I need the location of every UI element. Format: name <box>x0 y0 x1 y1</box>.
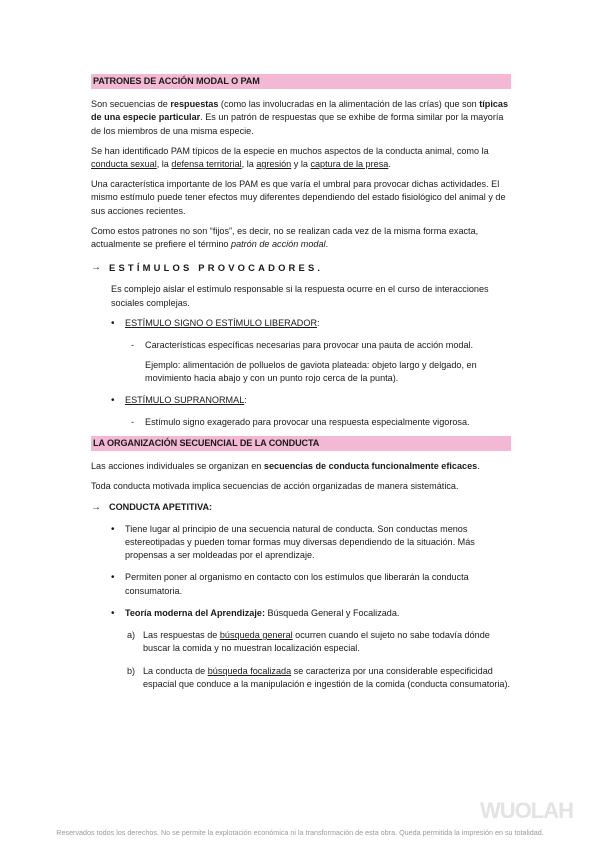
list-item-text: Estímulo signo exagerado para provocar una respuesta especialmente vigorosa. <box>145 416 470 427</box>
text-span: La conducta de <box>143 665 208 676</box>
list-item <box>111 607 511 620</box>
arrow-right-icon: → <box>91 501 101 513</box>
subheading-conducta-apetitiva <box>91 501 511 514</box>
subheading-label: ESTÍMULOS PROVOCADORES. <box>109 262 324 274</box>
text-span: , la <box>241 159 257 170</box>
dash-icon: - <box>131 340 135 351</box>
text-span: Las respuestas de <box>143 630 220 641</box>
arrow-right-icon: → <box>91 262 101 274</box>
list-item-text <box>143 665 511 691</box>
list-item-text: Tiene lugar al principio de una secuencia natural de conducta. Son conductas menos estereotipadas y pueden tomar formas muy diversas dependiendo de la situación. Más propensas a ser moldeadas por el aprendizaje. <box>125 523 475 561</box>
text-span: Se han identificado PAM típicos de la especie en muchos aspectos de la conducta animal, como la <box>91 145 489 156</box>
list-marker: b) <box>127 665 136 676</box>
list-item-text <box>125 394 247 407</box>
list-item <box>111 571 511 597</box>
text-span: Como estos patrones no son “fijos”, es decir, no se realizan cada vez de la misma forma exacta, actualmente se prefiere el término <box>91 225 479 250</box>
paragraph-conducta-motivada: Toda conducta motivada implica secuencias de acción organizadas de manera sistemática. <box>91 481 459 492</box>
underlined-text: conducta sexual <box>91 159 157 170</box>
underlined-text: búsqueda general <box>219 630 293 641</box>
bold-text: típicas de una especie particular <box>91 99 509 123</box>
paragraph-estimulos-intro: Es complejo aislar el estímulo responsable si la respuesta ocurre en el curso de interacciones sociales complejas. <box>111 284 489 308</box>
subheading-estimulos <box>91 261 511 274</box>
list-item-text <box>125 607 399 620</box>
list-item-text <box>143 629 511 655</box>
text-span: Las acciones individuales se organizan en <box>91 461 264 472</box>
paragraph-pam-definition <box>91 98 511 138</box>
bullet-icon: • <box>111 317 115 329</box>
list-marker: a) <box>127 630 136 641</box>
text-span: Búsqueda General y Focalizada. <box>264 607 400 618</box>
list-item <box>111 317 511 330</box>
underlined-text: agresión <box>256 159 292 170</box>
text-span: , la <box>156 159 172 170</box>
section-heading-organizacion: LA ORGANIZACIÓN SECUENCIAL DE LA CONDUCTA <box>91 436 511 451</box>
list-item-text: Permiten poner al organismo en contacto con los estímulos que liberarán la conducta consumatoria. <box>125 572 469 596</box>
bold-text: secuencias de conducta funcionalmente eficaces <box>263 461 478 472</box>
underlined-text: captura de la presa <box>310 159 389 170</box>
footer-copyright: Reservados todos los derechos. No se permite la explotación económica ni la transformación de esta obra. Queda permitida la impresión en su totalidad. <box>56 828 544 837</box>
subheading-label: CONDUCTA APETITIVA: <box>109 501 213 512</box>
wuolah-logo: WUOLAH <box>480 798 573 823</box>
list-item <box>111 394 511 407</box>
list-item <box>131 339 511 352</box>
bold-text: respuestas <box>170 99 219 110</box>
text-span: : <box>244 394 247 405</box>
section-heading-pam: PATRONES DE ACCIÓN MODAL O PAM <box>91 74 511 89</box>
document-content <box>91 74 511 700</box>
text-span: (como las involucradas en la alimentación de las crías) que son <box>218 99 480 110</box>
paragraph-pam-term <box>91 225 511 251</box>
paragraph-pam-examples <box>91 145 511 171</box>
bullet-icon: • <box>111 572 115 584</box>
text-span: se caracteriza por una considerable especificidad espacial que conduce a la manipulación e ingestión de la comida (conducta consumatoria). <box>143 665 511 689</box>
bullet-icon: • <box>111 523 115 535</box>
list-item <box>131 416 511 429</box>
underlined-text: defensa territorial <box>171 159 242 170</box>
text-span: . <box>325 239 329 250</box>
bullet-icon: • <box>111 607 115 619</box>
list-item-text <box>125 317 320 330</box>
paragraph-organizacion <box>91 460 511 473</box>
text-span: ocurren cuando el sujeto no sabe todavía dónde buscar la comida y no muestran localización especial. <box>143 630 490 654</box>
bold-text: Teoría moderna del Aprendizaje: <box>125 607 265 618</box>
list-item <box>127 629 511 655</box>
italic-text: patrón de acción modal <box>231 239 326 250</box>
paragraph-example: Ejemplo: alimentación de polluelos de gaviota plateada: objeto largo y delgado, en movimiento hacia abajo y con un punto rojo cerca de la punta). <box>145 360 477 384</box>
text-span: Son secuencias de <box>91 99 171 110</box>
paragraph-pam-threshold: Una característica importante de los PAM es que varía el umbral para provocar dichas actividades. El mismo estímulo puede tener efectos muy diferentes dependiendo del estado fisiológico del animal y de sus acciones recientes. <box>91 179 506 216</box>
underlined-text: ESTÍMULO SUPRANORMAL <box>125 394 245 405</box>
underlined-text: ESTÍMULO SIGNO O ESTÍMULO LIBERADOR <box>125 317 318 328</box>
text-span: : <box>317 317 320 328</box>
underlined-text: búsqueda focalizada <box>207 665 292 676</box>
text-span: . <box>477 461 480 472</box>
list-item-text: Características específicas necesarias para provocar una pauta de acción modal. <box>145 340 474 351</box>
text-span: y la <box>291 159 311 170</box>
dash-icon: - <box>131 416 135 427</box>
text-span: . Es un patrón de respuestas que se exhibe de forma similar por la mayoría de los miembros de una misma especie. <box>91 112 504 136</box>
list-item <box>127 665 511 691</box>
text-span: . <box>388 159 391 170</box>
bullet-icon: • <box>111 394 115 406</box>
list-item <box>111 523 511 563</box>
